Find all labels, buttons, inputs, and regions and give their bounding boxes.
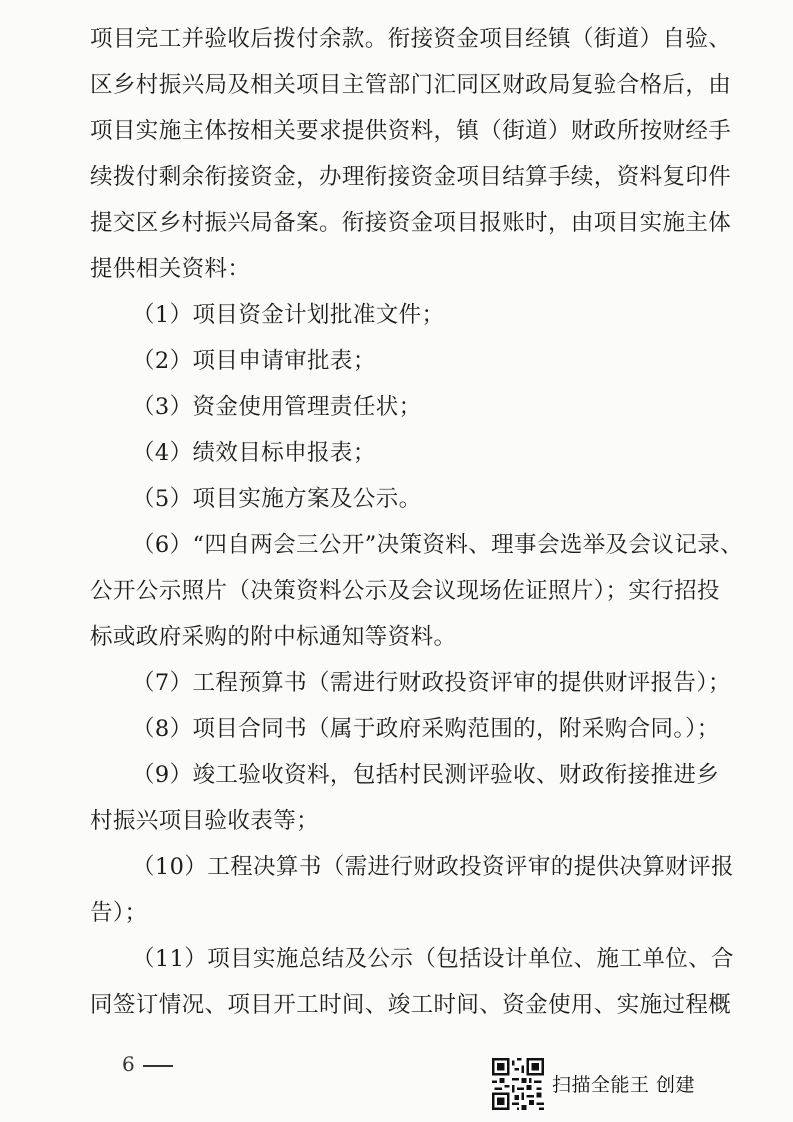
paragraph-line: 区乡村振兴局及相关项目主管部门汇同区财政局复验合格后，由 [90, 72, 732, 98]
list-item: （11）项目实施总结及公示（包括设计单位、施工单位、合 [132, 946, 734, 972]
paragraph-line: 续拨付剩余衔接资金，办理衔接资金项目结算手续，资料复印件 [90, 164, 732, 190]
list-item-continuation: 村振兴项目验收表等； [90, 808, 320, 834]
paragraph-line: 项目实施主体按相关要求提供资料，镇（街道）财政所按财经手 [90, 118, 732, 144]
paragraph-line: 提交区乡村振兴局备案。衔接资金项目报账时，由项目实施主体 [90, 210, 732, 236]
scanner-watermark-label: 扫描全能王 创建 [552, 1074, 696, 1096]
paragraph-line: 提供相关资料： [90, 256, 251, 282]
list-item: （10）工程决算书（需进行财政投资评审的提供决算财评报 [132, 854, 734, 880]
list-item: （7）工程预算书（需进行财政投资评审的提供财评报告）； [132, 670, 731, 696]
paragraph-line: 项目完工并验收后拨付余款。衔接资金项目经镇（街道）自验、 [90, 26, 732, 52]
list-item: （1）项目资金计划批准文件； [132, 302, 445, 328]
page-number-dash [143, 1065, 173, 1067]
list-item: （9）竣工验收资料，包括村民测评验收、财政衔接推进乡 [132, 762, 720, 788]
list-item-continuation: 公开公示照片（决策资料公示及会议现场佐证照片）；实行招投 [90, 578, 720, 604]
list-item: （8）项目合同书（属于政府采购范围的，附采购合同。）； [132, 716, 720, 742]
list-item: （4）绩效目标申报表； [132, 440, 376, 466]
qr-code-icon [492, 1058, 544, 1110]
list-item: （3）资金使用管理责任状； [132, 394, 422, 420]
list-item-continuation: 同签订情况、项目开工时间、竣工时间、资金使用、实施过程概 [90, 992, 732, 1018]
page-number-text: 6 [122, 1052, 135, 1076]
list-item: （6）“四自两会三公开”决策资料、理事会选举及会议记录、 [132, 532, 744, 558]
list-item: （5）项目实施方案及公示。 [132, 486, 422, 512]
list-item: （2）项目申请审批表； [132, 348, 376, 374]
list-item-continuation: 标或政府采购的附中标通知等资料。 [90, 624, 457, 650]
page-number [122, 1052, 173, 1076]
list-item-continuation: 告）； [90, 900, 148, 926]
